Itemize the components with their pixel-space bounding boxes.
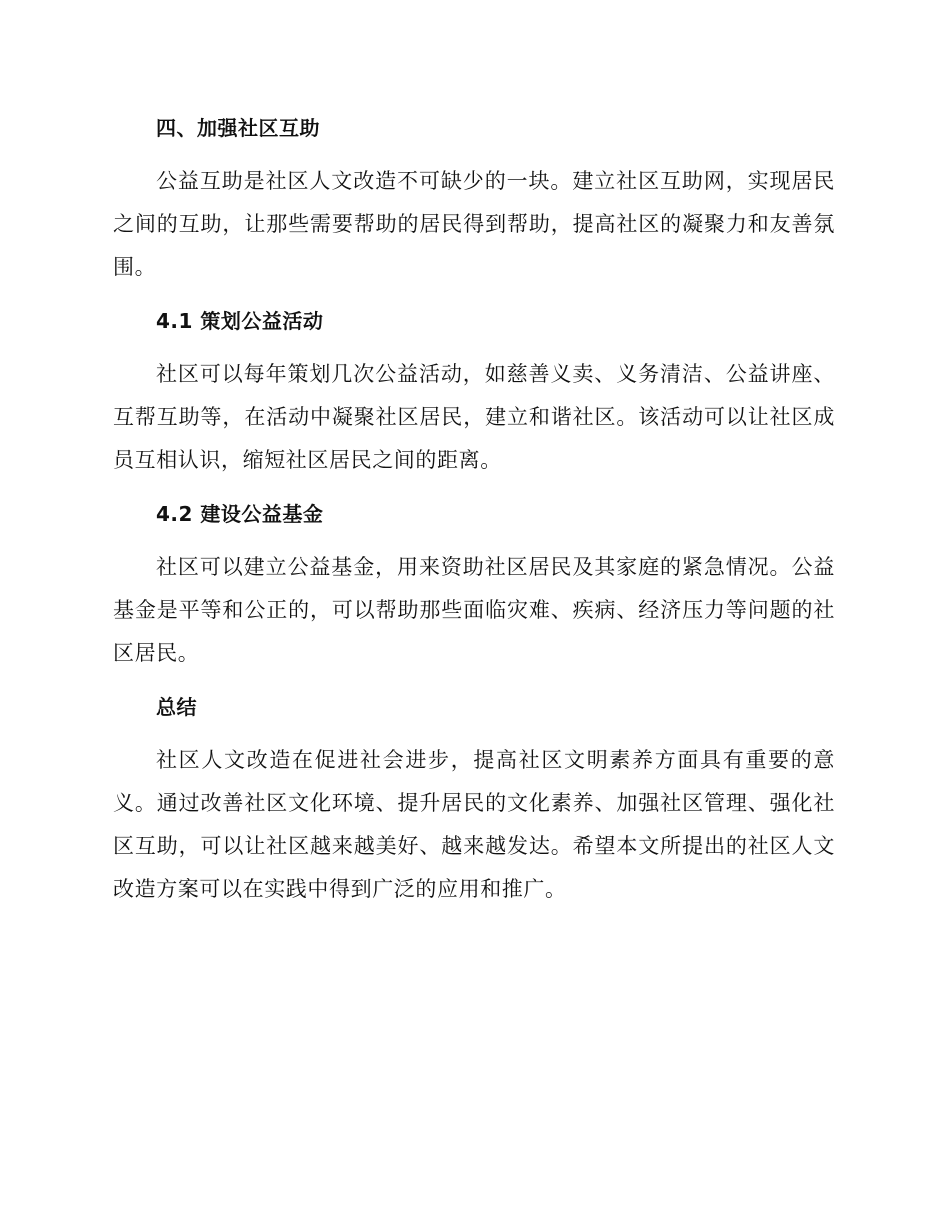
section-paragraph-charity-fund: 社区可以建立公益基金，用来资助社区居民及其家庭的紧急情况。公益基金是平等和公正的，可以帮助那些面临灾难、疾病、经济压力等问题的社区居民。 xyxy=(113,555,835,665)
document-body xyxy=(113,108,835,923)
section-heading-plan-charity-events: 4.1 策划公益活动 xyxy=(156,309,324,333)
section-paragraph-plan-charity-events: 社区可以每年策划几次公益活动，如慈善义卖、义务清洁、公益讲座、互帮互助等，在活动中凝聚社区居民，建立和谐社区。该活动可以让社区成员互相认识，缩短社区居民之间的距离。 xyxy=(113,362,835,472)
section-heading-community-mutual-aid: 四、加强社区互助 xyxy=(156,116,320,140)
section-heading-charity-fund: 4.2 建设公益基金 xyxy=(156,502,324,526)
section-heading-summary: 总结 xyxy=(156,695,197,719)
section-paragraph-community-mutual-aid: 公益互助是社区人文改造不可缺少的一块。建立社区互助网，实现居民之间的互助，让那些需要帮助的居民得到帮助，提高社区的凝聚力和友善氛围。 xyxy=(113,169,835,279)
section-paragraph-summary: 社区人文改造在促进社会进步，提高社区文明素养方面具有重要的意义。通过改善社区文化环境、提升居民的文化素养、加强社区管理、强化社区互助，可以让社区越来越美好、越来越发达。希望本文所提出的社区人文改造方案可以在实践中得到广泛的应用和推广。 xyxy=(113,748,835,901)
